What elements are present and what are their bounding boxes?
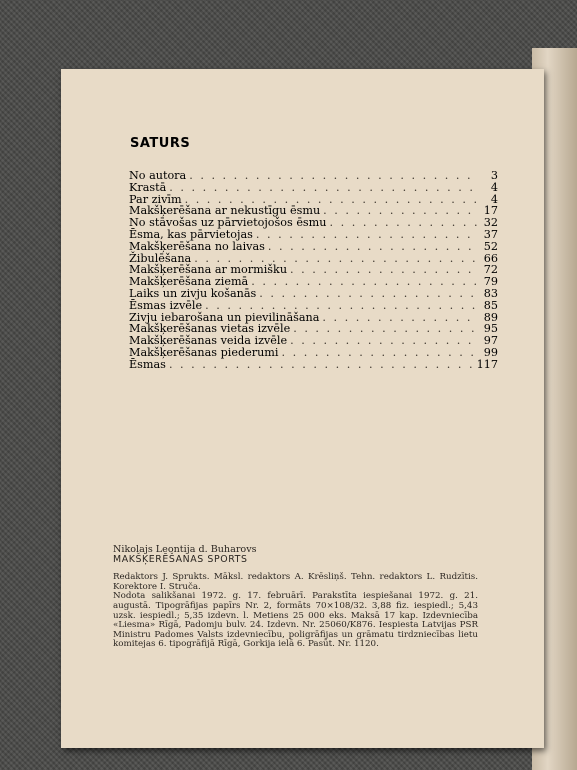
- book-title: MAKŠĶERĒŠANAS SPORTS: [113, 553, 248, 565]
- toc-leader-dots: [189, 170, 477, 182]
- toc-entry-label: Krastā: [129, 180, 167, 194]
- toc-entry: [129, 300, 498, 312]
- toc-leader-dots: [323, 205, 477, 217]
- colophon: [113, 545, 478, 650]
- toc-entry-label: Zivju iebarošana un pievilināšana: [129, 310, 320, 324]
- toc-entry-label: Ēsmas: [129, 357, 166, 371]
- toc-entry-page: 52: [483, 239, 498, 253]
- toc-entry-label: Makšķerēšana ar mormišku: [129, 263, 288, 277]
- contents-title: SATURS: [130, 136, 191, 151]
- toc-entry-page: 79: [483, 275, 498, 289]
- toc-entry-page: 97: [483, 334, 498, 348]
- toc-leader-dots: [268, 241, 477, 253]
- toc-leader-dots: [322, 312, 477, 324]
- toc-entry: [129, 182, 498, 194]
- toc-entry: [129, 347, 498, 359]
- toc-entry: [129, 170, 498, 182]
- toc-entry-label: Makšķerēšana ar nekustīgu ēsmu: [129, 204, 321, 218]
- toc-entry: [129, 241, 498, 253]
- toc-entry-page: 85: [483, 298, 498, 312]
- toc-entry-page: 89: [483, 310, 498, 324]
- toc-leader-dots: [169, 359, 474, 371]
- credits-printing-details: Nodota salikšanai 1972. g. 17. februārī. Parakstīta iespiešanai 1972. g. 21. augustā. Tipogrāfijas papīrs Nr. 2, formāts 70×108/32. 3,88 fiz. iespiedl.; 5,43 uzsk. iespiedl.; 5,35 izdevn. l. Metiens 25 000 eks. Maksā 17 kap. Izdevniecība «Liesma» Rīgā, Padomju bulv. 24. Izdevn. Nr. 25060/K876. Iespiesta Latvijas PSR Ministru Padomes Valsts izdevniecību, poligrāfijas un grāmatu tirdzniecības lietu komitejas 6. tipogrāfijā Rīgā, Gorkija ielā 6. Pasūt. Nr. 1120.: [113, 591, 478, 650]
- toc-entry-label: Makšķerēšanas veida izvēle: [129, 334, 288, 348]
- toc-entry-page: 17: [483, 204, 498, 218]
- toc-leader-dots: [290, 264, 477, 276]
- toc-entry-page: 37: [483, 227, 498, 241]
- credits-editors: Redaktors J. Sprukts. Māksl. redaktors A. Krēsliņš. Tehn. redaktors L. Rudzītis. Korektore I. Struča.: [113, 572, 478, 592]
- toc-entry-page: 4: [490, 180, 498, 194]
- publication-credits: [113, 573, 478, 650]
- toc-leader-dots: [293, 323, 477, 335]
- toc-entry-page: 99: [483, 345, 498, 359]
- toc-entry-label: Makšķerēšana ziemā: [129, 275, 249, 289]
- toc-entry: [129, 359, 498, 371]
- toc-entry-label: Žibulēšana: [129, 251, 192, 265]
- toc-entry-label: Ēsmas izvēle: [129, 298, 203, 312]
- toc-entry-label: Makšķerēšanas vietas izvēle: [129, 322, 291, 336]
- toc-entry-label: Makšķerēšanas piederumi: [129, 345, 279, 359]
- toc-entry-label: Ēsma, kas pārvietojas: [129, 227, 253, 241]
- toc-leader-dots: [259, 288, 477, 300]
- toc-leader-dots: [256, 229, 477, 241]
- toc-entry-page: 4: [490, 192, 498, 206]
- toc-leader-dots: [205, 300, 477, 312]
- toc-entry-label: No autora: [129, 169, 187, 182]
- toc-entry-label: No stāvošas uz pārvietojošos ēsmu: [129, 216, 327, 230]
- toc-entry-page: 95: [483, 322, 498, 336]
- toc-entry: [129, 229, 498, 241]
- toc-entry-page: 72: [483, 263, 498, 277]
- toc-entry-page: 117: [476, 357, 498, 371]
- toc-entry-label: Par zivīm: [129, 192, 182, 206]
- toc-entry-label: Laiks un zivju košanās: [129, 286, 257, 300]
- toc-leader-dots: [290, 335, 477, 347]
- toc-entry: [129, 288, 498, 300]
- toc-leader-dots: [169, 182, 477, 194]
- toc-entry-page: 3: [490, 169, 498, 182]
- toc-entry-label: Makšķerēšana no laivas: [129, 239, 265, 253]
- toc-leader-dots: [330, 217, 478, 229]
- toc-leader-dots: [281, 347, 477, 359]
- toc-entry-page: 66: [483, 251, 498, 265]
- toc-entry-page: 32: [483, 216, 498, 230]
- toc-leader-dots: [251, 276, 477, 288]
- author-name: Nikolajs Leontija d. Buharovs: [113, 544, 257, 555]
- table-of-contents: [129, 170, 498, 371]
- toc-entry-page: 83: [483, 286, 498, 300]
